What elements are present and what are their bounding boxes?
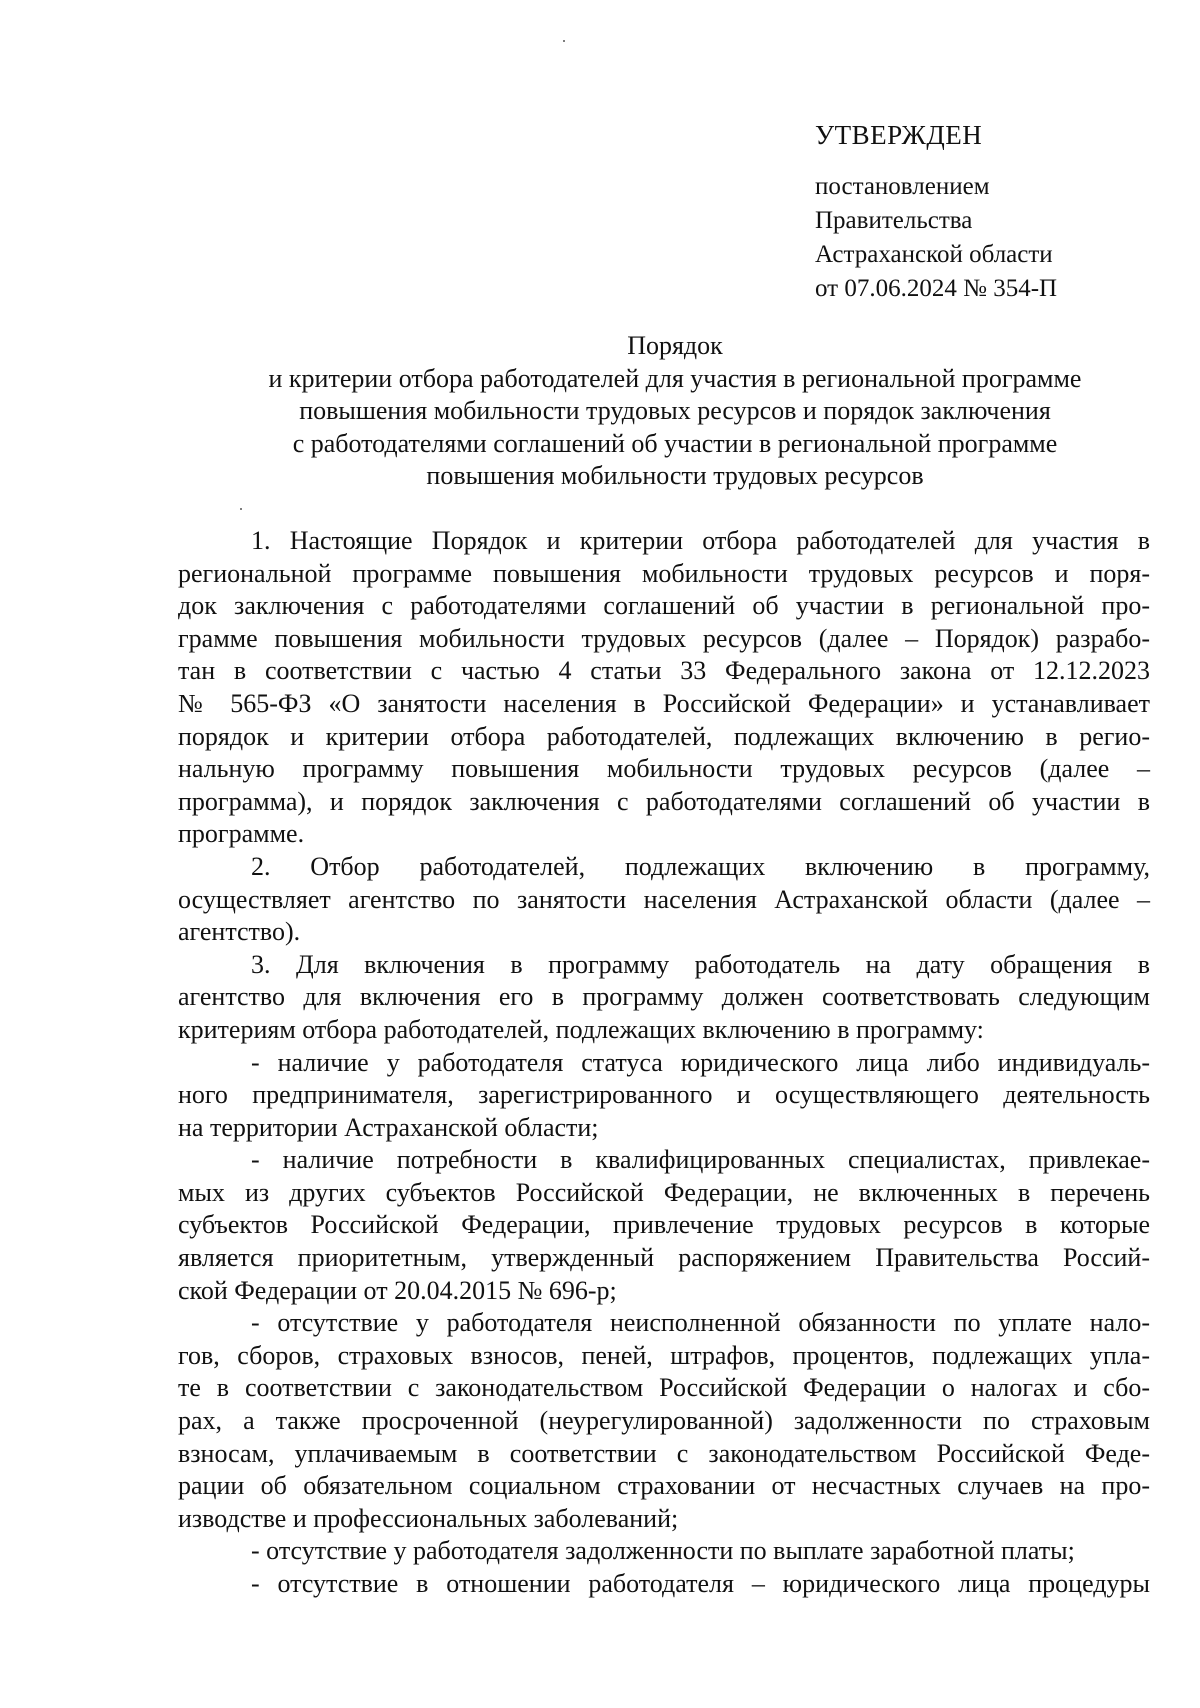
paragraph-3-line: агентство для включения его в программу должен соответствовать следующим xyxy=(178,982,1150,1012)
paragraph-1-line: № 565-ФЗ «О занятости населения в Российской Федерации» и устанавливает xyxy=(178,688,1150,718)
criterion-2-line: ской Федерации от 20.04.2015 № 696-р; xyxy=(178,1275,617,1305)
criterion-1-line: ного предпринимателя, зарегистрированного и осуществляющего деятельность xyxy=(178,1080,1150,1110)
criterion-3-line: взносам, уплачиваемым в соответствии с законодательством Российской Феде- xyxy=(178,1438,1150,1468)
approval-heading: УТВЕРЖДЕН xyxy=(815,120,983,150)
paragraph-2-line: 2. Отбор работодателей, подлежащих включению в программу, xyxy=(251,851,1150,881)
approval-block xyxy=(815,118,1155,306)
paragraph-1-line: программа), и порядок заключения с работодателями соглашений об участии в xyxy=(178,786,1150,816)
paragraph-1-line: 1. Настоящие Порядок и критерии отбора работодателей для участия в xyxy=(251,526,1150,555)
paragraph-3-line: 3. Для включения в программу работодатель на дату обращения в xyxy=(251,949,1150,979)
paragraph-1-line: нальную программу повышения мобильности трудовых ресурсов (далее – xyxy=(178,754,1150,784)
approval-line: постановлением xyxy=(815,173,990,200)
criterion-2-line: субъектов Российской Федерации, привлечение трудовых ресурсов в которые xyxy=(178,1210,1150,1240)
title-line: повышения мобильности трудовых ресурсов xyxy=(426,461,924,490)
approval-line: Правительства xyxy=(815,207,973,234)
document-title xyxy=(160,330,1190,493)
paragraph-1-line: тан в соответствии с частью 4 статьи 33 Федерального закона от 12.12.2023 xyxy=(178,656,1150,686)
scan-speck xyxy=(240,508,242,510)
criterion-3-line: гов, сборов, страховых взносов, пеней, штрафов, процентов, подлежащих упла- xyxy=(178,1340,1150,1370)
criterion-2-line: - наличие потребности в квалифицированных специалистах, привлекае- xyxy=(251,1145,1150,1175)
criterion-4-line: - отсутствие у работодателя задолженности по выплате заработной платы; xyxy=(251,1536,1075,1566)
paragraph-1-line: программе. xyxy=(178,819,305,849)
criterion-3-line: изводстве и профессиональных заболеваний; xyxy=(178,1503,679,1533)
criterion-3-line: те в соответствии с законодательством Российской Федерации о налогах и сбо- xyxy=(178,1373,1150,1403)
criterion-1-line: на территории Астраханской области; xyxy=(178,1112,599,1142)
criterion-5-line: - отсутствие в отношении работодателя – юридического лица процедуры xyxy=(251,1569,1150,1598)
criterion-2-line: является приоритетным, утвержденный распоряжением Правительства Россий- xyxy=(178,1243,1150,1273)
title-line: и критерии отбора работодателей для участия в региональной программе xyxy=(268,363,1082,393)
criterion-3-line: рах, а также просроченной (неурегулированной) задолженности по страховым xyxy=(178,1406,1150,1436)
paragraph-3-line: критериям отбора работодателей, подлежащих включению в программу: xyxy=(178,1014,984,1044)
paragraph-2-line: агентство). xyxy=(178,917,301,947)
title-line: Порядок xyxy=(627,331,723,360)
document-body xyxy=(178,525,1150,1601)
paragraph-1-line: порядок и критерии отбора работодателей, подлежащих включению в регио- xyxy=(178,721,1150,751)
criterion-3-line: рации об обязательном социальном страховании от несчастных случаев на про- xyxy=(178,1471,1150,1501)
criterion-3-line: - отсутствие у работодателя неисполненной обязанности по уплате нало- xyxy=(251,1308,1150,1338)
criterion-2-line: мых из других субъектов Российской Федерации, не включенных в перечень xyxy=(178,1177,1150,1207)
paragraph-1-line: региональной программе повышения мобильности трудовых ресурсов и поря- xyxy=(178,558,1150,588)
paragraph-2-line: осуществляет агентство по занятости населения Астраханской области (далее – xyxy=(178,884,1150,914)
criterion-1-line: - наличие у работодателя статуса юридического лица либо индивидуаль- xyxy=(251,1047,1150,1077)
title-line: повышения мобильности трудовых ресурсов и порядок заключения xyxy=(299,396,1051,425)
scan-speck xyxy=(563,40,565,42)
title-line: с работодателями соглашений об участии в региональной программе xyxy=(292,428,1058,458)
approval-line: Астраханской области xyxy=(815,241,1053,268)
approval-line: от 07.06.2024 № 354-П xyxy=(815,275,1058,302)
paragraph-1-line: грамме повышения мобильности трудовых ресурсов (далее – Порядок) разрабо- xyxy=(178,623,1150,653)
paragraph-1-line: док заключения с работодателями соглашений об участии в региональной про- xyxy=(178,591,1150,621)
